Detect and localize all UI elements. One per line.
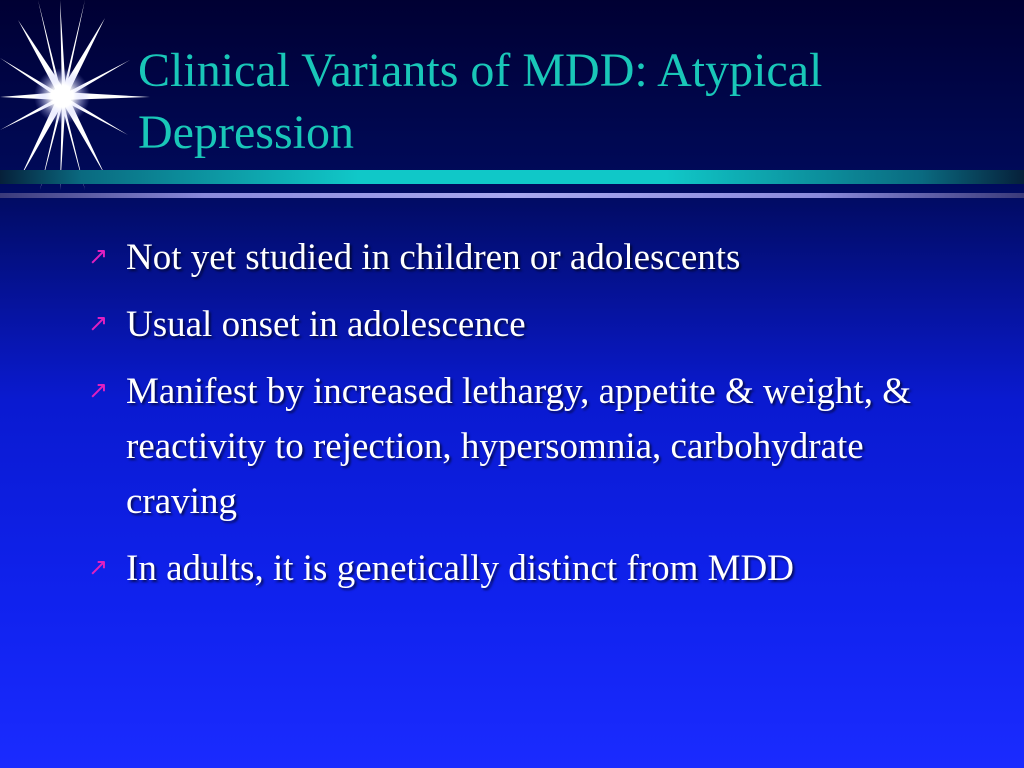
arrow-up-right-icon: ↗ [88, 309, 109, 337]
bullet-item [88, 230, 968, 285]
arrow-up-right-icon: ↗ [88, 553, 109, 581]
bullet-item [88, 297, 968, 352]
slide-title [138, 40, 998, 164]
bullet-text: Not yet studied in children or adolescents [126, 237, 741, 278]
bullet-text: Usual onset in adolescence [126, 304, 526, 345]
slide-title-line-1: Clinical Variants of MDD: Atypical [138, 44, 823, 97]
title-divider-lavender [0, 193, 1024, 198]
arrow-up-right-icon: ↗ [88, 376, 109, 404]
bullet-list [88, 230, 968, 608]
slide-title-line-2: Depression [138, 106, 354, 159]
bullet-item [88, 541, 968, 596]
bullet-text: Manifest by increased lethargy, appetite & weight, & reactivity to rejection, hypersomnia, carbohydrate craving [126, 371, 911, 522]
bullet-item [88, 364, 968, 529]
title-divider-teal [0, 170, 1024, 184]
star-burst-icon [0, 0, 150, 190]
arrow-up-right-icon: ↗ [88, 242, 109, 270]
bullet-text: In adults, it is genetically distinct from MDD [126, 548, 794, 589]
